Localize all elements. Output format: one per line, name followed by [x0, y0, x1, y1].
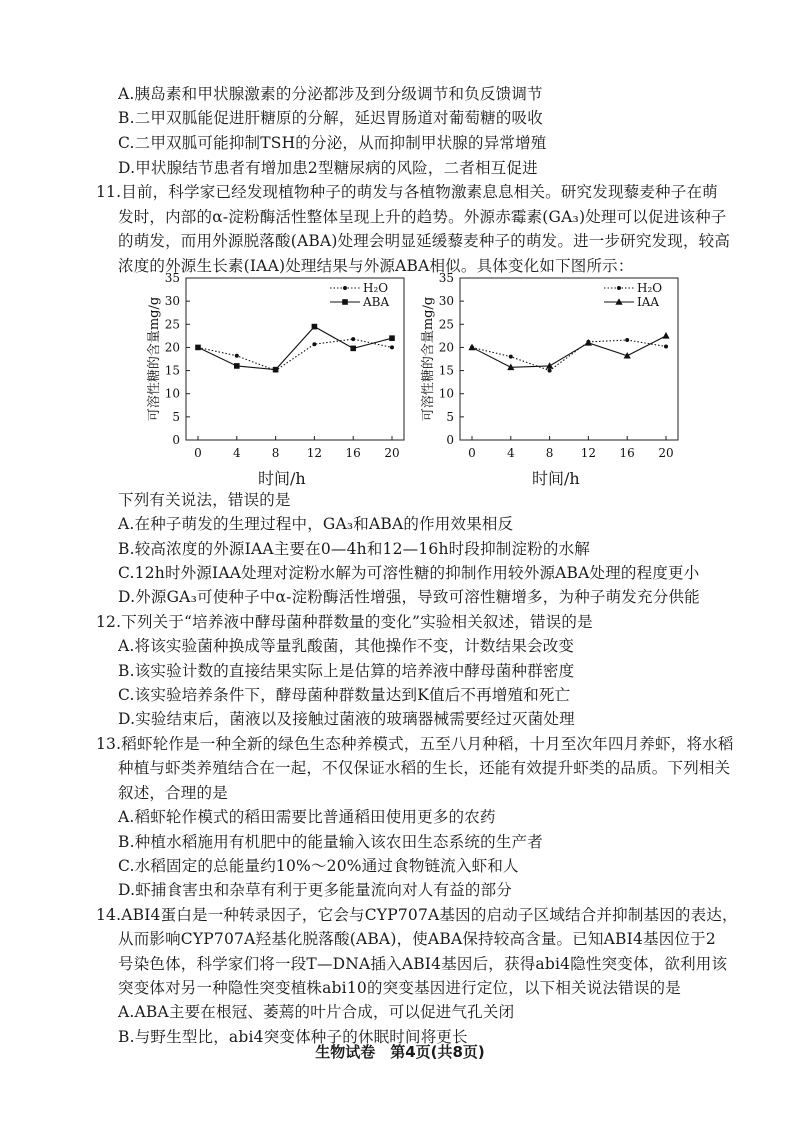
data-point-circle — [390, 345, 394, 349]
data-point-circle — [312, 342, 316, 346]
q11-stem-line-4: 浓度的外源生长素(IAA)处理结果与外源ABA相似。具体变化如下图所示： — [118, 257, 634, 275]
y-tick-label: 30 — [164, 294, 180, 309]
legend-marker-circle — [617, 286, 621, 290]
data-point-square — [195, 345, 201, 351]
legend-marker-circle — [343, 286, 347, 290]
y-tick-label: 15 — [164, 363, 180, 378]
q11-stem-line-3: 的萌发，而用外源脱落酸(ABA)处理会明显延缓藜麦种子的萌发。进一步研究发现，较高 — [118, 232, 731, 250]
data-point-square — [389, 335, 395, 341]
series-line-treatment — [198, 327, 392, 370]
y-tick-label: 0 — [172, 433, 180, 447]
y-tick-label: 15 — [438, 363, 454, 378]
series-line-h2o — [198, 339, 392, 370]
x-tick-label: 20 — [658, 446, 674, 460]
y-tick-label: 35 — [164, 271, 180, 285]
q13-option-a: A.稻虾轮作模式的稻田需要比普通稻田使用更多的农药 — [118, 808, 496, 826]
q14-option-a: A.ABA主要在根冠、萎蔫的叶片合成，可以促进气孔关闭 — [118, 1003, 515, 1021]
q13-option-c: C.水稻固定的总能量约10%～20%通过食物链流入虾和人 — [118, 857, 519, 875]
data-point-square — [273, 367, 279, 373]
q11-option-d: D.外源GA₃可使种子中α-淀粉酶活性增强，导致可溶性糖增多，为种子萌发充分供能 — [118, 588, 700, 606]
q12-option-d: D.实验结束后，菌液以及接触过菌液的玻璃器械需要经过灭菌处理 — [118, 710, 575, 728]
chart-iaa-svg — [414, 268, 684, 468]
y-tick-label: 20 — [164, 340, 180, 355]
x-tick-label: 0 — [194, 446, 202, 460]
y-tick-label: 10 — [164, 386, 180, 401]
x-tick-label: 12 — [306, 446, 323, 460]
q11-stem-line-2: 发时，内部的α-淀粉酶活性整体呈现上升的趋势。外源赤霉素(GA₃)处理可以促进该种子 — [118, 208, 727, 226]
chart-iaa — [414, 268, 684, 472]
y-tick-label: 25 — [438, 317, 454, 332]
x-tick-label: 8 — [545, 446, 554, 460]
q13-stem-line-2: 种植与虾类养殖结合在一起，不仅保证水稻的生长，还能有效提升虾类的品质。下列相关 — [118, 759, 731, 777]
chart-aba-xlabel: 时间/h — [258, 469, 306, 488]
q11-stem-line-1: 11.目前，科学家已经发现植物种子的萌发与各植物激素息息相关。研究发现藜麦种子在萌 — [96, 183, 718, 201]
data-point-triangle — [662, 332, 669, 339]
y-tick-label: 0 — [446, 433, 454, 447]
q11-option-a: A.在种子萌发的生理过程中，GA₃和ABA的作用效果相反 — [118, 515, 514, 533]
y-tick-label: 10 — [438, 386, 454, 401]
x-tick-label: 12 — [580, 446, 597, 460]
x-tick-label: 16 — [619, 446, 635, 460]
chart-aba-svg — [140, 268, 410, 468]
data-point-circle — [625, 338, 629, 342]
q11-option-c: C.12h时外源IAA处理对淀粉水解为可溶性糖的抑制作用较外源ABA处理的程度更小 — [118, 564, 700, 582]
q12-option-b: B.该实验计数的直接结果实际上是估算的培养液中酵母菌种群密度 — [118, 662, 575, 680]
data-point-triangle — [546, 362, 553, 369]
q13-option-d: D.虾捕食害虫和杂草有利于更多能量流向对人有益的部分 — [118, 881, 513, 899]
x-tick-label: 0 — [468, 446, 476, 460]
x-tick-label: 8 — [271, 446, 280, 460]
q10-option-d: D.甲状腺结节患者有增加患2型糖尿病的风险，二者相互促进 — [118, 159, 538, 177]
series-line-h2o — [472, 340, 666, 371]
y-tick-label: 25 — [164, 317, 180, 332]
data-point-circle — [548, 369, 552, 373]
data-point-circle — [509, 355, 513, 359]
q12-option-c: C.该实验培养条件下，酵母菌种群数量达到K值后不再增殖和死亡 — [118, 686, 571, 704]
q13-stem-line-3: 叙述，合理的是 — [118, 784, 228, 802]
legend-label: IAA — [637, 295, 660, 309]
q10-option-c: C.二甲双胍可能抑制TSH的分泌，从而抑制甲状腺的异常增殖 — [118, 134, 547, 152]
y-tick-label: 30 — [438, 294, 454, 309]
q14-stem-line-3: 号染色体，科学家们将一段T—DNA插入ABI4基因后，获得abi4隐性突变体，欲利用该 — [118, 955, 728, 973]
y-tick-label: 5 — [446, 409, 454, 424]
data-point-triangle — [585, 339, 592, 346]
q12-stem: 12.下列关于“培养液中酵母菌种群数量的变化”实验相关叙述，错误的是 — [96, 613, 593, 631]
x-tick-label: 20 — [384, 446, 400, 460]
data-point-triangle — [468, 344, 475, 351]
y-axis-label: 可溶性糖的含量mg/g — [147, 296, 162, 422]
y-axis-label: 可溶性糖的含量mg/g — [421, 296, 436, 422]
q11-prompt: 下列有关说法，错误的是 — [118, 491, 291, 509]
x-tick-label: 4 — [506, 446, 515, 460]
q11-option-b: B.较高浓度的外源IAA主要在0—4h和12—16h时段抑制淀粉的水解 — [118, 540, 590, 558]
q14-option-b: B.与野生型比，abi4突变体种子的休眠时间将更长 — [118, 1028, 468, 1046]
q13-stem-line-1: 13.稻虾轮作是一种全新的绿色生态种养模式，五至八月种稻，十月至次年四月养虾，将水稻 — [96, 735, 734, 753]
q13-option-b: B.种植水稻施用有机肥中的能量输入该农田生态系统的生产者 — [118, 833, 543, 851]
y-tick-label: 35 — [438, 271, 454, 285]
q14-stem-line-1: 14.ABI4蛋白是一种转录因子，它会与CYP707A基因的启动子区域结合并抑制基因的表达， — [96, 906, 738, 924]
q14-stem-line-4: 突变体对另一种隐性突变植株abi10的突变基因进行定位，以下相关说法错误的是 — [118, 979, 681, 997]
x-tick-label: 16 — [345, 446, 361, 460]
data-point-circle — [664, 345, 668, 349]
legend-label: H₂O — [637, 281, 663, 295]
data-point-circle — [235, 354, 239, 358]
q10-option-a: A.胰岛素和甲状腺激素的分泌都涉及到分级调节和负反馈调节 — [118, 85, 543, 103]
legend-label: ABA — [363, 295, 390, 309]
series-line-treatment — [472, 336, 666, 367]
chart-iaa-xlabel: 时间/h — [532, 469, 580, 488]
q12-option-a: A.将该实验菌种换成等量乳酸菌，其他操作不变，计数结果会改变 — [118, 637, 575, 655]
x-tick-label: 4 — [232, 446, 241, 460]
data-point-square — [312, 324, 318, 330]
legend-marker-square — [342, 299, 348, 305]
page-footer: 生物试卷 第4页(共8页) — [315, 1043, 485, 1061]
legend-label: H₂O — [363, 281, 389, 295]
q14-stem-line-2: 从而影响CYP707A羟基化脱落酸(ABA)，使ABA保持较高含量。已知ABI4基因位于2 — [118, 930, 716, 948]
chart-aba — [140, 268, 410, 472]
data-point-square — [234, 363, 240, 369]
y-tick-label: 20 — [438, 340, 454, 355]
q10-option-b: B.二甲双胍能促进肝糖原的分解，延迟胃肠道对葡萄糖的吸收 — [118, 109, 543, 127]
data-point-square — [350, 346, 356, 352]
data-point-circle — [351, 337, 355, 341]
y-tick-label: 5 — [172, 409, 180, 424]
